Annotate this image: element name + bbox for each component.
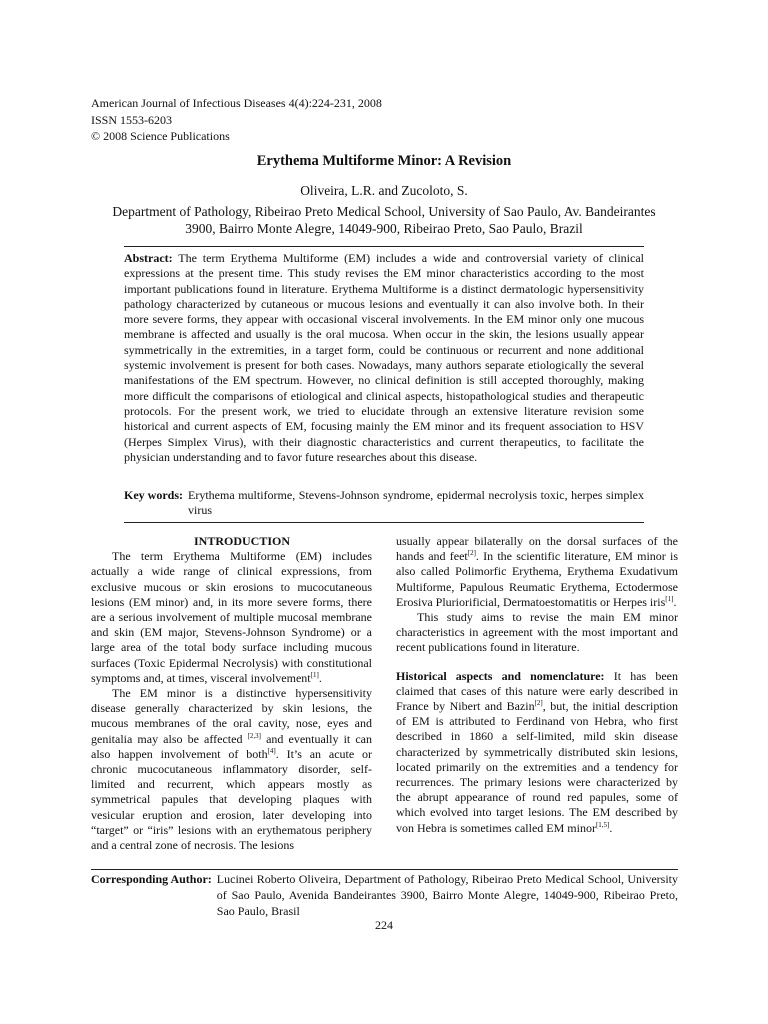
intro-p2-text-b: and eventually it can also happen involvement of both [91, 731, 372, 761]
intro-p1-end: . [318, 670, 322, 685]
citation-ref: [2] [467, 549, 476, 558]
left-column [91, 534, 372, 853]
journal-issn: ISSN 1553-6203 [91, 112, 173, 127]
abstract-label: Abstract: [124, 251, 173, 265]
intro-paragraph-1 [91, 549, 372, 686]
intro-paragraph-2-continued [396, 534, 678, 610]
history-heading: Historical aspects and nomenclature: [396, 668, 605, 683]
intro-p2-end: . [673, 594, 677, 609]
introduction-heading: INTRODUCTION [193, 534, 290, 548]
abstract [124, 246, 644, 465]
abstract-text: The term Erythema Multiforme (EM) includes a wide and controversial variety of clinical expressions at the present time. This study revises the EM minor characteristics according to the most important publications found in literature. Erythema Multiforme is a distinct dermatologic hypersensitivity pathology characterized by cutaneous or mucous lesions and eventually it can also involve both. In their more severe forms, they appear with occasional visceral involvements. In the EM minor only one mucous membrane is affected and usually is the oral mucosa. When occur in the skin, the lesions usually appear symmetrically in the extremities, in a target form, could be continuous or recurrent and none additional systemic involvement is present for both cases. Nowadays, many authors separate etiologically the several manifestations of the EM spectrum. However, no clinical definition is still accepted thoroughly, making more difficult the comparisons of etiological and clinical aspects, histopathological studies and therapeutic protocols. For the present work, we tried to elucidate through an extensive literature revision some historical and current aspects of EM, focusing mainly the EM minor and its frequent association to HSV (Herpes Simplex Virus), with their diagnostic characteristics and current therapeutics, to facilitate the physician understanding and to favor future researches about this disease. [124, 251, 644, 464]
corresponding-text: Lucinei Roberto Oliveira, Department of Pathology, Ribeirao Preto Medical School, University of Sao Paulo, Avenida Bandeirantes 3900, Bairro Monte Alegre, 14049-900, Ribeirao Preto, Sao Paulo, Brasil [216, 872, 678, 918]
citation-ref: [1] [310, 670, 319, 679]
intro-paragraph-3: This study aims to revise the main EM minor characteristics in agreement with the most important and recent publications found in literature. [396, 610, 678, 655]
history-paragraph [396, 669, 678, 836]
intro-p2-text-d: . In the scientific literature, EM minor is also called Polimorfic Erythema, Erythema Exudativum Multiforme, Papulous Reumatic Erythema, Ectodermose Erosiva Pluriorificial, Dermatoestomatitis or Herpes iris [396, 549, 678, 609]
intro-p2-text-c: . It’s an acute or chronic mucocutaneous inflammatory disorder, self-limited and recurrent, which appears mostly as symmetrical papules that developing plaques with vesicular eruption and erosion, later developing into “target” or “iris” lesions with an erythematous periphery and a central zone of necrosis. The lesions [91, 746, 372, 853]
page-number: 224 [375, 918, 393, 932]
journal-citation: American Journal of Infectious Diseases 4(4):224-231, 2008 [91, 96, 382, 110]
right-column [396, 534, 678, 836]
section-gap [396, 656, 678, 669]
history-text-b: , but, the initial description of EM is attributed to Ferdinand von Hebra, who first described in 1860 a self-limited, mild skin disease characterized by symmetrically distributed skin lesions, located primarily on the extremities and a tendency for recurrences. The primary lesions were characterized by the abrupt appearance of round red papules, some of which evolved into target lesions. The EM described by von Hebra is sometimes called EM minor [396, 699, 679, 835]
keywords [124, 488, 644, 523]
footnote-divider [91, 869, 678, 870]
intro-p1-text: The term Erythema Multiforme (EM) includes actually a wide range of clinical expressions, from exclusive mucous or skin erosions to mucocutaneous lesions (EM minor) and, in its more severe forms, there are a serious involvement of multiple mucosal membrane and skin (EM major, Stevens-Johnson Syndrome) or a large area of the total body surface including mucous surfaces (Toxic Epidermal Necrolysis) with constitutional symptoms and, at times, visceral involvement [91, 549, 372, 685]
intro-paragraph-2 [91, 686, 372, 853]
paper-authors: Oliveira, L.R. and Zucoloto, S. [300, 183, 468, 198]
intro-p2-text-c-continued: usually appear bilaterally on the dorsal surfaces of the hands and feet [396, 534, 678, 564]
journal-copyright: © 2008 Science Publications [91, 129, 230, 143]
citation-ref: [1,5] [595, 820, 610, 829]
paper-title: Erythema Multiforme Minor: A Revision [256, 153, 512, 169]
citation-ref: [1] [665, 594, 674, 603]
history-text-a: It has been claimed that cases of this nature were early described in France by Nibert and Bazin [396, 668, 678, 714]
intro-p2-text-a: The EM minor is a distinctive hypersensitivity disease generally characterized by skin lesions, the mucous membranes of the oral cavity, nose, eyes and genitalia may also be affected [91, 686, 372, 746]
keywords-label: Key words: [124, 488, 183, 502]
citation-ref: [4] [267, 746, 276, 755]
history-end: . [609, 820, 613, 835]
citation-ref: [2] [534, 699, 543, 708]
paper-affiliation: Department of Pathology, Ribeirao Preto Medical School, University of Sao Paulo, Av. Bandeirantes 3900, Bairro Monte Alegre, 14049-900, Ribeirao Preto, Sao Paulo, Brazil [112, 204, 656, 236]
corresponding-label: Corresponding Author: [91, 872, 212, 886]
citation-ref: [2,3] [247, 731, 261, 740]
corresponding-author [91, 871, 678, 919]
keywords-text: Erythema multiforme, Stevens-Johnson syndrome, epidermal necrolysis toxic, herpes simplex virus [188, 488, 644, 518]
journal-info [91, 95, 382, 145]
